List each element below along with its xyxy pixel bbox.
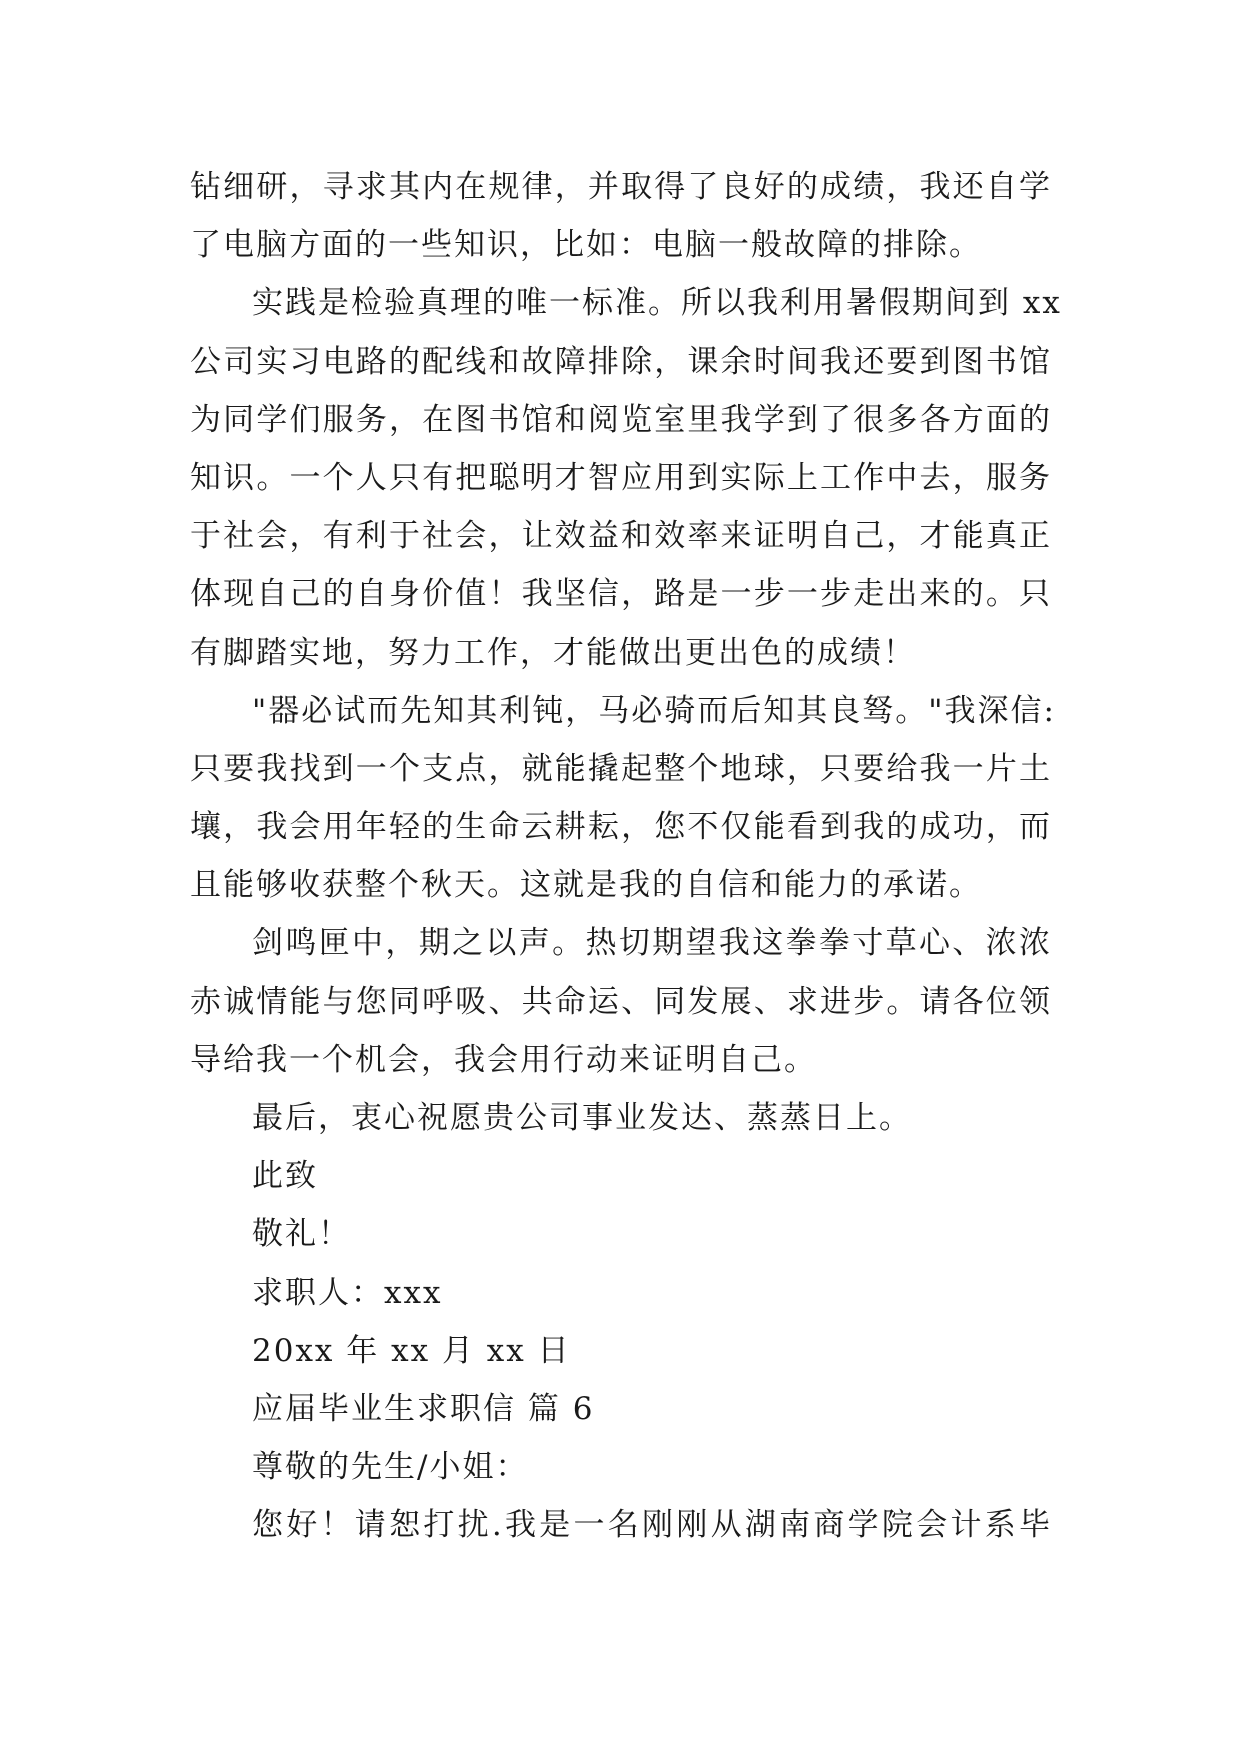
text-line: 最后，衷心祝愿贵公司事业发达、蒸蒸日上。 bbox=[252, 1100, 912, 1136]
text-line: 体现自己的自身价值！我坚信，路是一步一步走出来的。只 bbox=[190, 576, 1052, 613]
greeting-line: 尊敬的先生/小姐： bbox=[252, 1449, 529, 1486]
text-line: 有脚踏实地，努力工作，才能做出更出色的成绩！ bbox=[190, 634, 916, 671]
text-line: 您好！请恕打扰.我是一名刚刚从湖南商学院会计系毕 bbox=[252, 1507, 1052, 1544]
section-heading: 应届毕业生求职信 篇 6 bbox=[252, 1390, 595, 1427]
text-line: 只要我找到一个支点，就能撬起整个地球，只要给我一片土 bbox=[190, 750, 1052, 787]
text-line: 了电脑方面的一些知识，比如：电脑一般故障的排除。 bbox=[190, 227, 982, 264]
text-line: 剑鸣匣中，期之以声。热切期望我这拳拳寸草心、浓浓 bbox=[252, 925, 1052, 962]
text-line: 公司实习电路的配线和故障排除，课余时间我还要到图书馆 bbox=[190, 343, 1052, 380]
text-line: 赤诚情能与您同呼吸、共命运、同发展、求进步。请各位领 bbox=[190, 983, 1052, 1020]
text-line: 知识。一个人只有把聪明才智应用到实际上工作中去，服务 bbox=[190, 459, 1052, 496]
text-line: 壤，我会用年轻的生命云耕耘，您不仅能看到我的成功，而 bbox=[190, 809, 1052, 846]
text-line: 为同学们服务，在图书馆和阅览室里我学到了很多各方面的 bbox=[190, 401, 1052, 438]
text-line: "器必试而先知其利钝，马必骑而后知其良驽。"我深信: bbox=[252, 692, 1056, 729]
letter-body bbox=[190, 158, 1062, 1555]
closing-salutation: 此致 bbox=[252, 1158, 318, 1195]
date-line: 20xx 年 xx 月 xx 日 bbox=[252, 1332, 571, 1369]
text-line: 实践是检验真理的唯一标准。所以我利用暑假期间到 xx bbox=[252, 285, 1062, 322]
text-line: 且能够收获整个秋天。这就是我的自信和能力的承诺。 bbox=[190, 867, 982, 904]
text-line: 钻细研，寻求其内在规律，并取得了良好的成绩，我还自学 bbox=[190, 169, 1052, 205]
text-line: 导给我一个机会，我会用行动来证明自己。 bbox=[190, 1041, 817, 1078]
text-line: 于社会，有利于社会，让效益和效率来证明自己，才能真正 bbox=[190, 518, 1052, 555]
signature-line: 求职人：xxx bbox=[252, 1274, 443, 1311]
closing-regards: 敬礼！ bbox=[252, 1216, 351, 1253]
